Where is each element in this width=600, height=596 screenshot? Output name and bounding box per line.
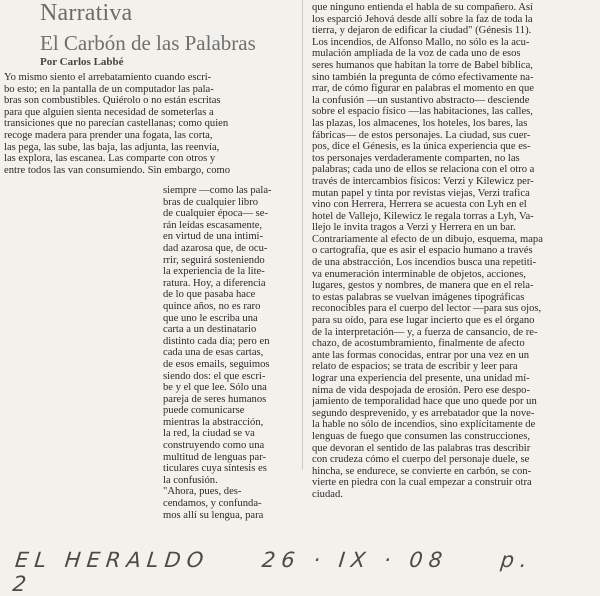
text-line: la red, la ciudad se va [163, 428, 255, 440]
text-line: tos personajes verdaderamente comparten, no las [312, 152, 520, 164]
text-line: ante las formas conocidas, entrar por una vez en un [312, 349, 530, 361]
text-line: nima de vida despojada de erosión. Pero ese despo- [312, 384, 530, 396]
text-line: lugares, gestos y nombres, de manera que en el rela- [312, 280, 534, 292]
text-line: carta a un destinatario [163, 324, 257, 336]
text-line: con crudeza cómo el cuerpo del personaje duele, se [312, 454, 530, 466]
text-line: pos, dice el Génesis, es la única experiencia que es- [312, 141, 531, 153]
text-line: pareja de seres humanos [163, 393, 267, 405]
text-line: ticulares cuya síntesis es [163, 463, 267, 475]
publication-date: 26 · IX · 08 [260, 548, 450, 572]
publication-name: EL HERALDO [14, 548, 211, 572]
text-line: distinto cada día; pero en [163, 335, 270, 347]
text-line: ciudad. [312, 488, 343, 500]
column-right [312, 2, 600, 501]
text-line: de esos emails, seguimos [163, 358, 270, 370]
text-line: chazo, de acostumbramiento, finalmente de afecto [312, 338, 525, 350]
text-line: tierra, y dejaron de edificar la ciudad" (Génesis 11). [312, 25, 532, 37]
text-line: vierte en piedra con la cual empezar a construir otra [312, 477, 532, 489]
text-line: Los incendios, de Alfonso Mallo, no sólo es la acu- [312, 36, 530, 48]
byline: Por Carlos Labbé [40, 56, 124, 68]
text-line: segundo desprevenido, y es arrebatador que la nove- [312, 407, 535, 419]
text-line: llejo le invita tragos a Verzi y Herrera en un bar. [312, 222, 516, 234]
text-line: la experiencia de la lite- [163, 266, 265, 278]
page-number: p. 2 [11, 548, 535, 596]
text-line: las explora, las escanea. Las comparte con otros y [4, 153, 216, 165]
text-line: de lo que pasaba hace [163, 289, 256, 301]
text-line: transiciones que no parecían castellanas; como quien [4, 118, 229, 130]
text-line: siendo dos: el que escri- [163, 370, 266, 382]
text-line: sino también la pregunta de cómo efectivamente na- [312, 71, 534, 83]
text-line: siempre —como las pala- [163, 185, 272, 196]
text-line: bras de cualquier libro [163, 196, 259, 208]
text-line: jamiento de temporalidad hace que uno quede por un [312, 396, 537, 408]
text-line: be y el que lee. Sólo una [163, 382, 267, 394]
text-line: construyendo como una [163, 440, 265, 452]
article-title: El Carbón de las Palabras [40, 31, 256, 55]
text-line: Yo mismo siento el arrebatamiento cuando escri- [4, 72, 212, 83]
text-line: to estas palabras se vuelvan imágenes tipográficas [312, 291, 525, 303]
text-line: entre todos las van consumiendo. Sin embargo, como [4, 164, 231, 176]
text-line: de una abstracción, Los incendios busca una repetiti- [312, 257, 537, 269]
text-line: o cartografía, que es asir el espacio humano a través [312, 245, 533, 257]
text-line: recoge madera para prender una fogata, las corta, [4, 129, 213, 141]
text-line: cada una de esas cartas, [163, 347, 264, 359]
text-line: hotel de Vallejo, Kilewicz le regala torras a Lyh, Va- [312, 210, 534, 222]
text-line: que uno le escriba una [163, 312, 258, 324]
text-line: que devoran el sentido de las palabras tras describir [312, 442, 531, 454]
text-line: mutan papel y tinta por revistas viejas, Verzi trafica [312, 187, 530, 199]
text-line: multitud de lenguas par- [163, 451, 267, 463]
text-line: reconocibles para el cuerpo del lector —para sus ojos, [312, 303, 542, 315]
text-line: ratura. Hoy, a diferencia [163, 277, 266, 289]
text-line: mulación ampliada de la voz de cada uno de esos [312, 48, 521, 60]
text-line: la confusión. [163, 474, 218, 486]
column-divider [302, 0, 303, 470]
text-line: las pega, las sube, las baja, las adjunta, las reenvía, [4, 141, 220, 153]
text-line: dad azarosa que, de ocu- [163, 242, 268, 254]
column-left [4, 72, 290, 176]
text-line: para su oído, para ese lugar incierto que es el órgano [312, 315, 535, 327]
text-line: quince años, no es raro [163, 300, 261, 312]
text-line: lenguas de fuego que consumen las construcciones, [312, 430, 530, 442]
text-line: Contrariamente al efecto de un dibujo, esquema, mapa [312, 233, 543, 245]
text-line: sobre el espacio físico —las habitaciones, las calles, [312, 106, 533, 118]
text-line: que ninguno entienda el habla de su compañero. Así [312, 2, 533, 13]
text-line: bras son combustibles. Quiérolo o no están escritas [4, 95, 221, 107]
text-line: cendamos, y confunda- [163, 498, 262, 510]
text-line: fábricas— de estos personajes. La ciudad, sus cuer- [312, 129, 531, 141]
text-line: las plazas, los almacenes, los hoteles, los bares, las [312, 117, 528, 129]
text-line: rrar, de cómo figurar en palabras el momento en que [312, 83, 534, 95]
text-line: hincha, se endurece, se convierte en carbón, se con- [312, 465, 532, 477]
text-line: en virtud de una intimi- [163, 231, 264, 243]
text-line: los esparció Jehová desde allí sobre la faz de toda la [312, 13, 533, 25]
text-line: puede comunicarse [163, 405, 245, 417]
text-line: la confusión —un sustantivo abstracto— desciende [312, 94, 530, 106]
text-line: bo esto; en la pantalla de un computador las pala- [4, 83, 214, 95]
text-line: relato de espacios; se trata de escribir y leer para [312, 361, 518, 373]
text-line: "Ahora, pues, des- [163, 486, 242, 498]
handwritten-note [11, 548, 600, 596]
text-line: lograr una experiencia del presente, una unidad mí- [312, 373, 530, 384]
text-line: seres humanos que habitan la torre de Babel bíblica, [312, 59, 533, 71]
text-line: rrir, seguirá sosteniendo [163, 254, 265, 266]
section-heading: Narrativa [40, 0, 133, 26]
text-line: de la interpretación— y, a fuerza de cansancio, de re- [312, 326, 538, 338]
text-line: vino con Herrera, Herrera se acuesta con Lyh en el [312, 199, 527, 211]
text-line: de cualquier época— se- [163, 208, 269, 220]
text-line: mos allí su lengua, para [163, 509, 264, 521]
text-line: va enumeración interminable de objetos, acciones, [312, 268, 526, 280]
text-line: para que alguien sienta necesidad de someterlas a [4, 106, 214, 118]
text-line: palabras; cada uno de ellos se relaciona con el otro a [312, 164, 535, 176]
text-line: mientras la abstracción, [163, 416, 264, 428]
column-middle [163, 185, 289, 521]
text-line: la hable no sólo de incendios, sino explícitamente de [312, 419, 536, 431]
text-line: rán leídas escasamente, [163, 219, 263, 231]
text-line: través de intercambios físicos: Verzi y Kilewicz per- [312, 175, 534, 187]
